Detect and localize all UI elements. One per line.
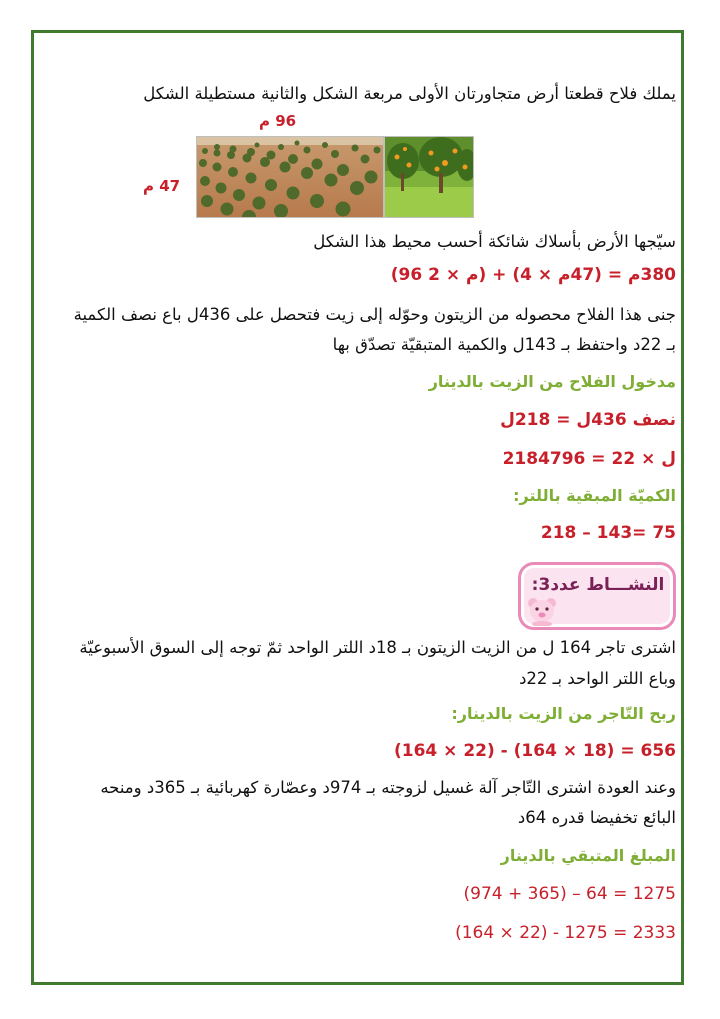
- merchant-line-1: اشترى تاجر 164 ل من الزيت الزيتون بـ 18د اللتر الواحد ثمّ توجه إلى السوق الأسبوعيّة: [79, 638, 676, 657]
- rest-calc-2: (164 × 22) - 1275 = 2333: [455, 923, 676, 943]
- width-label: 96 م: [259, 112, 297, 130]
- olive-field-image: [196, 136, 384, 218]
- remaining-calc: 218 – 143= 75: [540, 523, 676, 543]
- return-line-2: البائع تخفيضا قدره 64د: [517, 808, 676, 827]
- orange-orchard-image: [384, 136, 474, 218]
- remaining-title: الكميّة المبقية باللتر:: [513, 486, 676, 505]
- income-title: مدخول الفلاح من الزيت بالدينار: [428, 372, 676, 391]
- rest-title: المبلغ المتبقي بالدينار: [500, 846, 676, 865]
- return-line-1: وعند العودة اشترى التّاجر آلة غسيل لزوجته بـ 974د وعصّارة كهربائية بـ 365د ومنحه: [100, 778, 676, 797]
- rest-calc-1: (974 + 365) – 64 = 1275: [463, 884, 676, 904]
- activity-title: النشـــاط عدد3:: [531, 575, 665, 595]
- harvest-line-1: جنى هذا الفلاح محصوله من الزيتون وحوّله إلى زيت فتحصل على 436ل باع نصف الكمية: [73, 305, 676, 324]
- half-calc: نصف 436ل = 218ل: [500, 410, 676, 430]
- merchant-line-2: وباع اللتر الواحد بـ 22د: [519, 669, 676, 688]
- profit-calc: (164 × 22) - (164 × 18) = 656: [394, 741, 676, 761]
- fence-text: سيّجها الأرض بأسلاك شائكة أحسب محيط هذا الشكل: [313, 232, 676, 251]
- income-calc: 218ل × 22 = 4796: [502, 449, 676, 469]
- perimeter-calc: (96 م × 2) + (47م × 4) = 380م: [390, 265, 676, 285]
- harvest-line-2: بـ 22د واحتفظ بـ 143ل والكمية المتبقيّة تصدّق بها: [332, 335, 676, 354]
- intro-text: يملك فلاح قطعتا أرض متجاورتان الأولى مربعة الشكل والثانية مستطيلة الشكل: [143, 84, 676, 103]
- teddy-bear-icon: [525, 596, 559, 626]
- height-label: 47 م: [143, 177, 181, 195]
- profit-title: ربح التّاجر من الزيت بالدينار:: [451, 704, 676, 723]
